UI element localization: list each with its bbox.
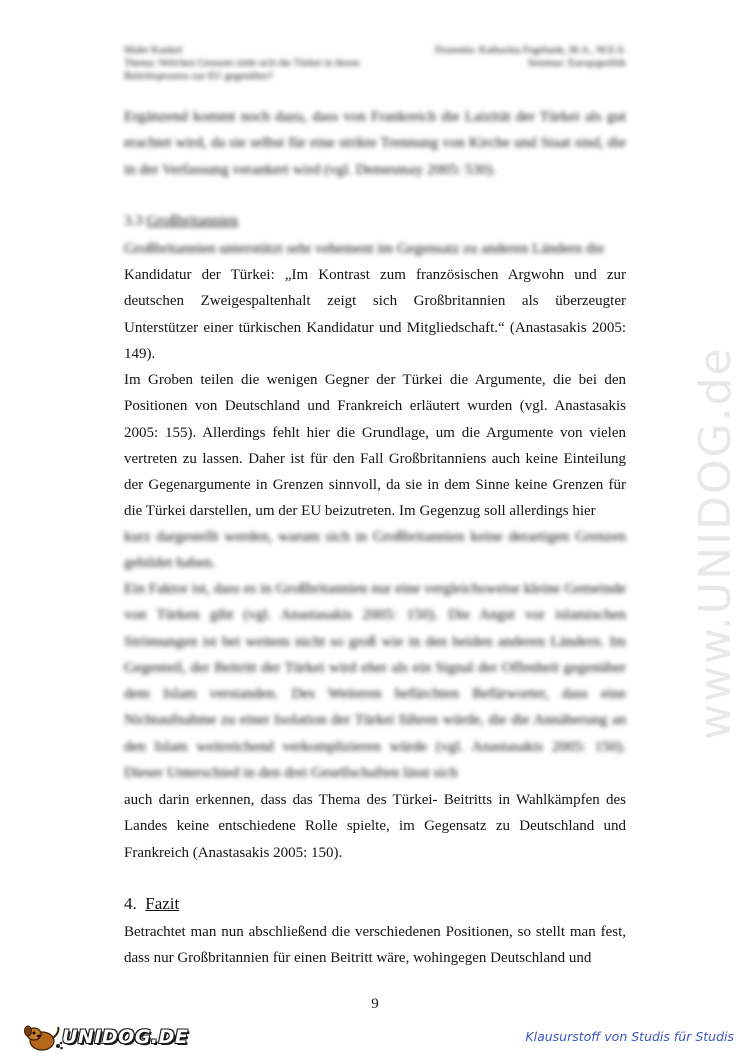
intro-paragraph: Ergänzend kommt noch dazu, dass von Frankreich die Laizität der Türkei als gut erachtet wird, da sie selbst für eine strikte Trennung von Kirche und Staat sind, die in der Verfassung verankert wird (vgl. Demesmay 2005: 530). <box>124 109 626 178</box>
paragraph-factor-blurred: Ein Faktor ist, dass es in Großbritannien nur eine vergleichsweise kleine Gemeinde von Türken gibt (vgl. Anastasakis 2005: 150). Die Angst vor islamischen Strömungen ist bei weitem nicht so groß wie in den beiden anderen Ländern. Im Gegenteil, der Beitritt der Türkei wird eher als ein Signal der Offenheit gegenüber dem Islam verstanden. Des Weiteren befürchten Befürworter, dass eine Nichtaufnahme zu einer Isolation der Türkei führen würde, die die Annäherung an den Islam weitreichend verkomplizieren würde (vgl. Anastasakis 2005: 150). Dieser Unterschied in den drei Gesellschaften lässt sich <box>124 581 626 782</box>
header-topic-continued: Beitrittsprozess zur EU gegenüber? <box>124 71 273 82</box>
paragraph-factor-clear: auch darin erkennen, dass das Thema des Türkei- Beitritts in Wahlkämpfen des Landes keine entschiedene Rolle spielte, im Gegensatz zu Deutschland und Frankreich (Anastasakis 2005: 150). <box>124 792 626 861</box>
header-seminar: Seminar: Europapolitik <box>527 58 626 69</box>
watermark-text: www.UNIDOG.de <box>690 346 741 740</box>
footer-slogan: Klausurstoff von Studis für Studis <box>525 1029 734 1044</box>
header-lecturer: Dozentin: Katharina Fegebank, M.A., M.E.S. <box>434 45 626 56</box>
dog-icon <box>22 1022 64 1052</box>
logo-text: UNIDOG.DE <box>62 1026 189 1048</box>
section-number: 3.3 <box>124 213 143 229</box>
fazit-paragraph: Betrachtet man nun abschließend die verschiedenen Positionen, so stellt man fest, dass nur Großbritannien für einen Beitritt wäre, wohingegen Deutschland und <box>124 924 626 967</box>
fazit-title: Fazit <box>145 894 180 913</box>
section-heading-3-3 <box>124 209 238 233</box>
page-number: 9 <box>371 996 379 1012</box>
header-topic: Thema: Welchen Grenzen zieht sich die Türkei in ihrem <box>124 58 360 69</box>
gb-first-line: Großbritannien unterstützt sehr vehement im Gegensatz zu anderen Ländern die <box>124 241 605 257</box>
header-author: Malte Kunkel <box>124 45 183 56</box>
fazit-heading <box>124 892 179 916</box>
fazit-number: 4. <box>124 894 137 913</box>
paragraph-opponents: Im Groben teilen die wenigen Gegner der Türkei die Argumente, die bei den Positionen von Deutschland und Frankreich erläutert wurden (vgl. Anastasakis 2005: 155). Allerdings fehlt hier die Grundlage, um die Argumente von vielen vertreten zu lassen. Daher ist für den Fall Großbritanniens auch keine Einteilung der Gegenargumente in Grenzen sinnvoll, da sie in dem Sinne keine Grenzen für die Türkei darstellen, um der EU beizutreten. Im Gegenzug soll allerdings hier <box>124 372 626 520</box>
gb-quote-paragraph: Kandidatur der Türkei: „Im Kontrast zum französischen Argwohn und zur deutschen Zweigespaltenhalt zeigt sich Großbritannien als überzeugter Unterstützer einer türkischen Kandidatur und Mitgliedschaft.“ (Anastasakis 2005: 149). <box>124 267 626 362</box>
section-title: Großbritannien <box>146 213 239 229</box>
page-header <box>124 44 626 83</box>
unidog-logo <box>22 1022 188 1052</box>
paragraph-opponents-blurred: kurz dargestellt werden, warum sich in Großbritannien keine derartigen Grenzen gebildet haben. <box>124 529 626 572</box>
